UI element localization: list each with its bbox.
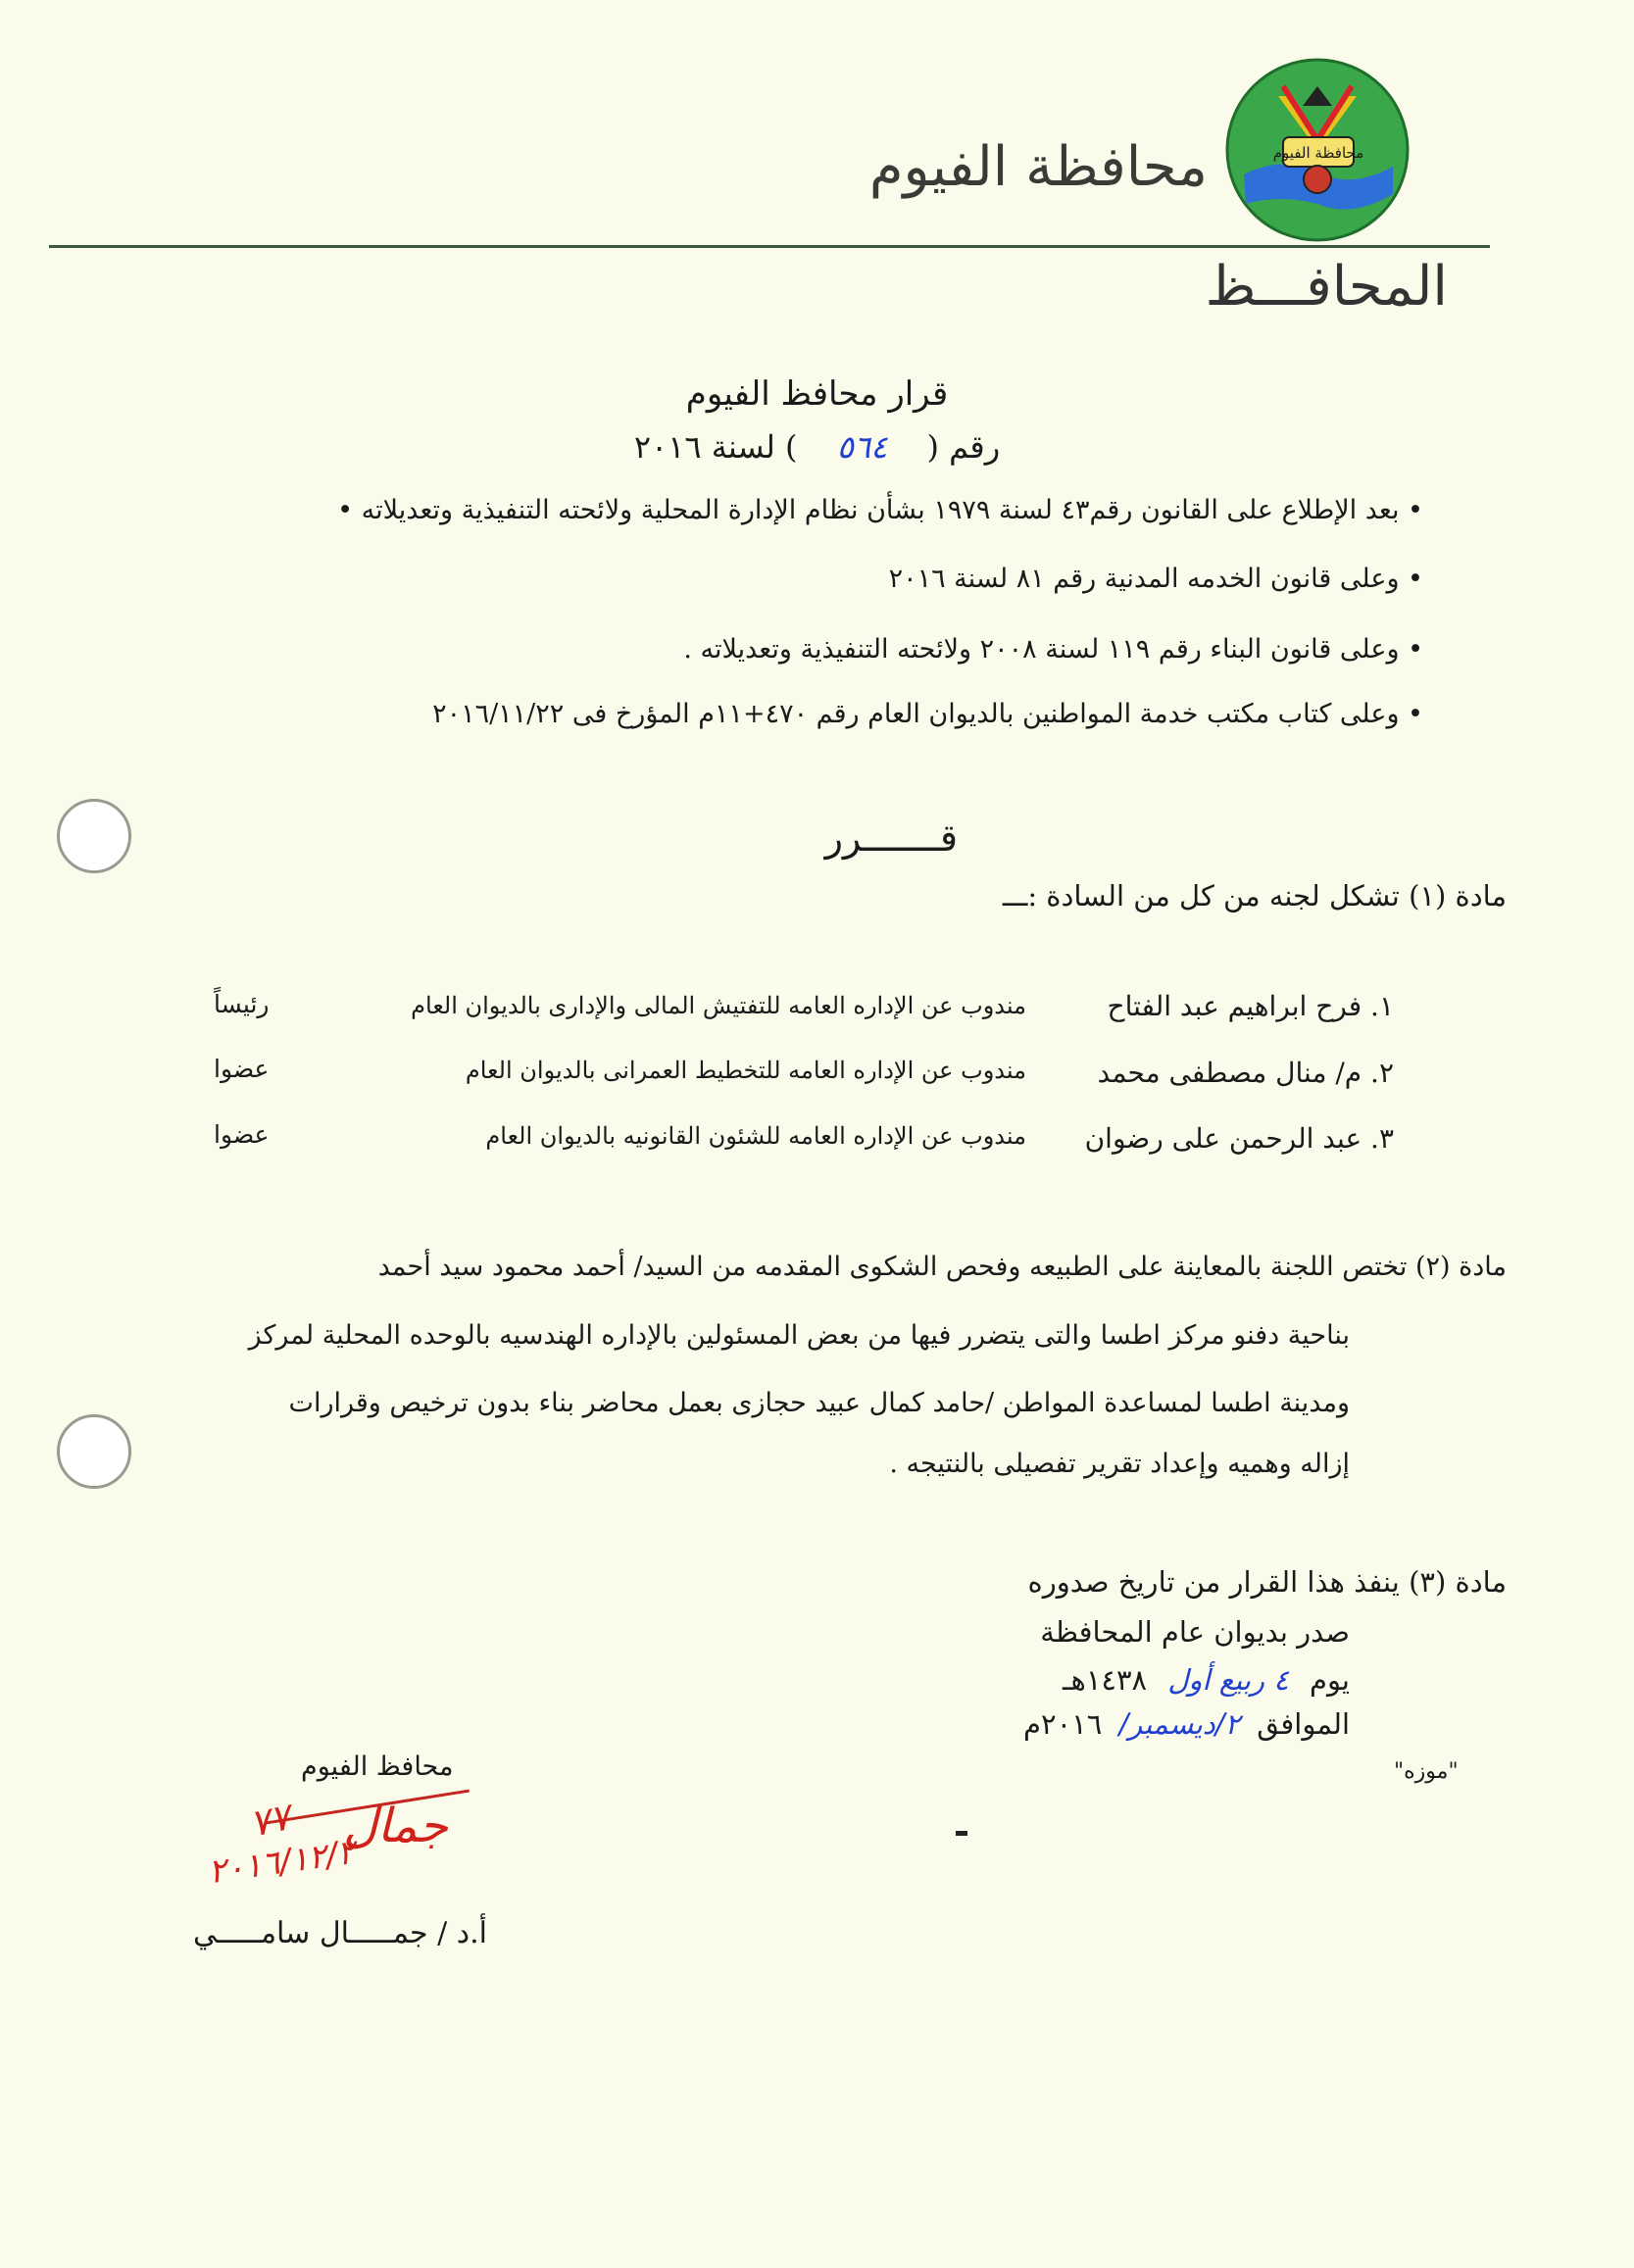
gregorian-handwritten: ٢/ديسمبر/ — [1118, 1707, 1241, 1741]
member-role: مندوب عن الإداره العامه للتخطيط العمرانى بالديوان العام — [465, 1057, 1026, 1084]
svg-text:محافظة الفيوم: محافظة الفيوم — [1272, 144, 1364, 162]
hijri-date-line — [1063, 1663, 1350, 1697]
member-title: عضوا — [214, 1120, 270, 1149]
member-title: رئيساً — [214, 990, 270, 1018]
article2-line: ومدينة اطسا لمساعدة المواطن /حامد كمال عبيد حجازى بعمل محاضر بناء بدون ترخيص وقرارات — [288, 1388, 1350, 1418]
governorate-logo — [1224, 57, 1411, 243]
decree-number-handwritten: ٥٦٤ — [836, 428, 888, 466]
article2-line: إزاله وهميه وإعداد تقرير تفصيلى بالنتيجه . — [889, 1449, 1350, 1479]
article2-line: بناحية دفنو مركز اطسا والتى يتضرر فيها من بعض المسئولين بالإداره الهندسيه بالوحده المحلية لمركز — [248, 1320, 1350, 1351]
article1-heading: مادة (١) تشكل لجنه من كل من السادة :ـــ — [1002, 879, 1507, 912]
signature-date: ٢٠١٦/١٢/٢ — [205, 1832, 358, 1893]
preamble-line: • بعد الإطلاع على القانون رقم٤٣ لسنة ١٩٧٩ بشأن نظام الإدارة المحلية ولائحته التنفيذية وتعديلاته • — [337, 495, 1423, 525]
governorate-name: محافظة الفيوم — [868, 135, 1208, 199]
member-role: مندوب عن الإداره العامه للتفتيش المالى والإدارى بالديوان العام — [411, 992, 1026, 1019]
article2-line: مادة (٢) تختص اللجنة بالمعاينة على الطبيعه وفحص الشكوى المقدمه من السيد/ أحمد محمود سيد أحمد — [377, 1252, 1507, 1282]
handwritten-signature: جمال — [343, 1799, 448, 1853]
member-name: ١. فرح ابراهيم عبد الفتاح — [1107, 990, 1394, 1022]
signatory-name: أ.د / جمـــــال سامـــــي — [193, 1916, 488, 1950]
decree-number-prefix: رقم ( — [926, 428, 1001, 466]
signature-mark-number: ٧٧ — [245, 1795, 294, 1846]
issued-at: صدر بديوان عام المحافظة — [1040, 1615, 1350, 1649]
punch-hole-bottom — [57, 1414, 131, 1489]
preamble-line: • وعلى قانون البناء رقم ١١٩ لسنة ٢٠٠٨ ولائحته التنفيذية وتعديلاته . — [683, 634, 1423, 665]
article3-heading: مادة (٣) ينفذ هذا القرار من تاريخ صدوره — [1027, 1565, 1507, 1599]
preamble-line: • وعلى كتاب مكتب خدمة المواطنين بالديوان العام رقم ٤٧٠+١١م المؤرخ فى ٢٠١٦/١١/٢٢ — [432, 699, 1423, 729]
decree-number-line — [0, 428, 1634, 466]
gregorian-date-line — [1023, 1707, 1350, 1741]
gregorian-year: ٢٠١٦م — [1023, 1707, 1103, 1741]
signature-block-title: محافظ الفيوم — [301, 1751, 454, 1782]
typist-reference: "موزه" — [1394, 1759, 1459, 1784]
day-label: يوم — [1309, 1663, 1350, 1697]
member-name: ٣. عبد الرحمن على رضوان — [1084, 1122, 1394, 1155]
office-title: المحافـــظ — [1205, 255, 1448, 319]
hijri-year: ١٤٣٨هـ — [1063, 1663, 1148, 1697]
decided-heading: قـــــــرر — [824, 816, 958, 860]
member-title: عضوا — [214, 1055, 270, 1083]
day-handwritten: ٤ ربيع أول — [1167, 1663, 1289, 1697]
punch-hole-top — [57, 799, 131, 873]
header-divider — [49, 245, 1490, 248]
preamble-line: • وعلى قانون الخدمه المدنية رقم ٨١ لسنة ٢٠١٦ — [888, 564, 1423, 594]
corresponding-label: الموافق — [1257, 1707, 1350, 1741]
decree-title: قرار محافظ الفيوم — [685, 374, 949, 414]
decree-number-suffix: ) لسنة ٢٠١٦ — [633, 428, 798, 466]
member-role: مندوب عن الإداره العامه للشئون القانونيه بالديوان العام — [485, 1122, 1026, 1150]
member-name: ٢. م/ منال مصطفى محمد — [1097, 1057, 1394, 1089]
ink-mark — [956, 1831, 967, 1836]
